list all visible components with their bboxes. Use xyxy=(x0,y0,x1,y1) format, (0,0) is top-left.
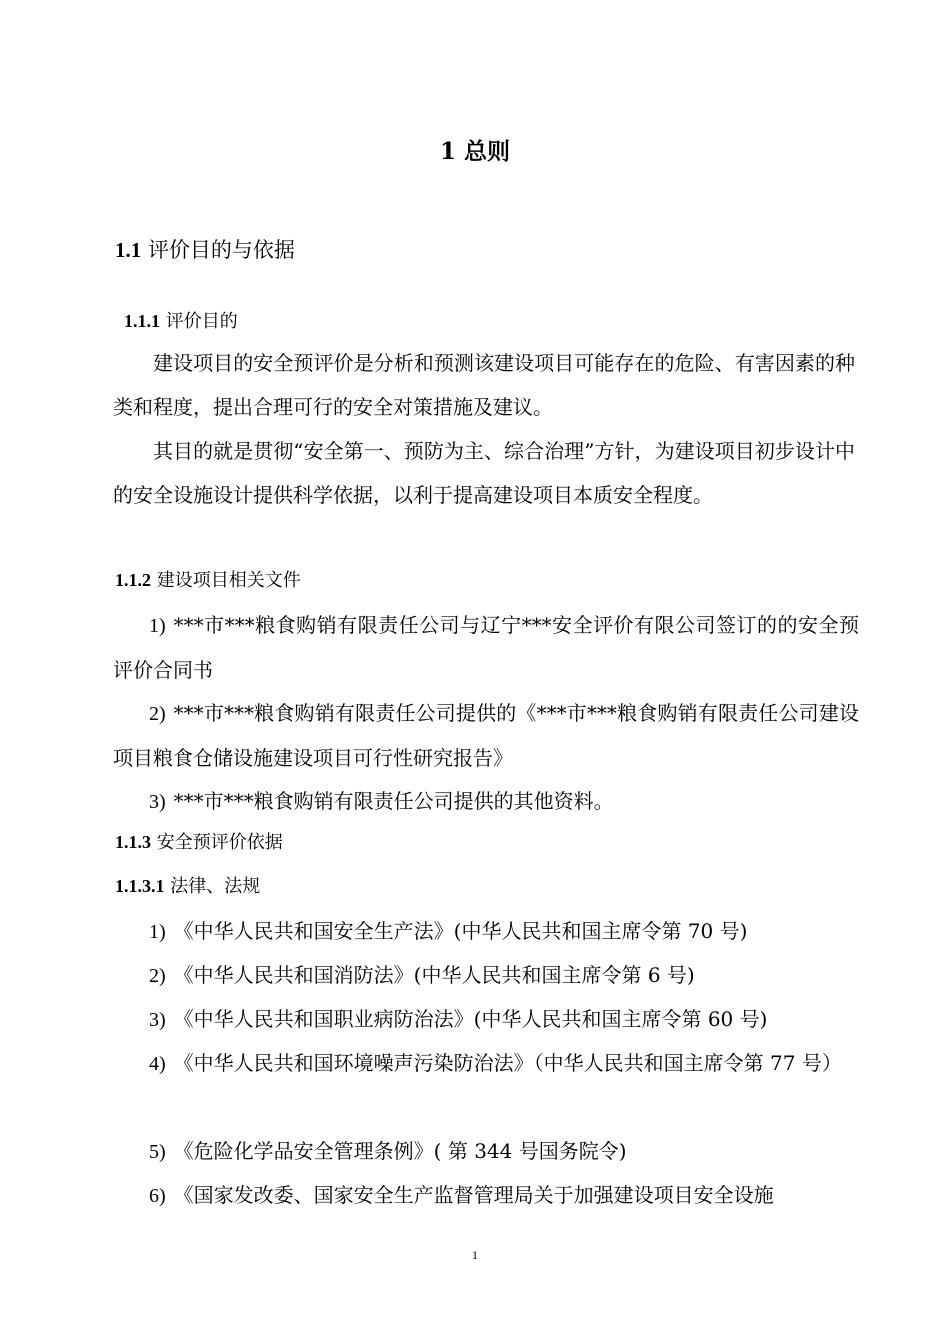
item-text: 《中华人民共和国安全生产法》(中华人民共和国主席令第 70 号) xyxy=(173,919,748,943)
chapter-title: 1 总则 xyxy=(439,138,510,165)
list-item xyxy=(113,691,859,780)
section-heading-1-1-1 xyxy=(124,306,238,337)
item-number: 4) xyxy=(149,1053,166,1075)
item-text: 《中华人民共和国职业病防治法》(中华人民共和国主席令第 60 号) xyxy=(173,1007,768,1031)
item-number: 2) xyxy=(149,703,166,725)
item-number: 3) xyxy=(149,791,166,813)
item-number: 5) xyxy=(149,1141,166,1163)
section-title: 安全预评价依据 xyxy=(156,832,283,853)
item-text: ***市***粮食购销有限责任公司与辽宁***安全评价有限公司签订的的安全预评价合同书 xyxy=(113,613,859,682)
list-item xyxy=(113,1129,859,1174)
item-text: ***市***粮食购销有限责任公司提供的《***市***粮食购销有限责任公司建设项目粮食仓储设施建设项目可行性研究报告》 xyxy=(113,701,859,770)
section-number: 1.1.2 xyxy=(115,570,151,590)
list-item xyxy=(113,603,859,692)
list-item xyxy=(113,997,859,1042)
item-text: 《中华人民共和国环境噪声污染防治法》（中华人民共和国主席令第 77 号） xyxy=(173,1051,842,1075)
item-text: 《中华人民共和国消防法》(中华人民共和国主席令第 6 号) xyxy=(173,963,695,987)
list-item xyxy=(113,1173,859,1218)
item-number: 2) xyxy=(149,965,166,987)
item-number: 1) xyxy=(149,921,166,943)
list-item xyxy=(113,909,859,954)
section-heading-1-1-2 xyxy=(115,565,301,596)
section-number: 1.1.3 xyxy=(115,832,151,852)
item-number: 1) xyxy=(149,615,166,637)
page-number: 1 xyxy=(472,1248,478,1262)
section-title: 法律、法规 xyxy=(170,876,261,897)
section-title: 评价目的 xyxy=(165,311,238,332)
list-item xyxy=(113,779,859,824)
section-heading-1-1-3-1 xyxy=(115,871,260,902)
paragraph: 其目的就是贯彻“安全第一、预防为主、综合治理”方针，为建设项目初步设计中的安全设施设计提供科学依据，以利于提高建设项目本质安全程度。 xyxy=(113,439,855,507)
paragraph: 建设项目的安全预评价是分析和预测该建设项目可能存在的危险、有害因素的种类和程度，提出合理可行的安全对策措施及建议。 xyxy=(113,351,855,419)
list-item xyxy=(113,953,859,998)
item-text: ***市***粮食购销有限责任公司提供的其他资料。 xyxy=(173,789,614,813)
section-heading-1-1-3 xyxy=(115,827,283,858)
list-item xyxy=(113,1041,859,1086)
section-number: 1.1.1 xyxy=(124,311,160,331)
section-number: 1.1.3.1 xyxy=(115,876,165,896)
item-text: 《国家发改委、国家安全生产监督管理局关于加强建设项目安全设施 xyxy=(173,1183,774,1207)
section-title: 评价目的与依据 xyxy=(147,238,295,262)
item-number: 6) xyxy=(149,1185,166,1207)
section-heading-1-1 xyxy=(115,234,295,266)
item-text: 《危险化学品安全管理条例》( 第 344 号国务院令) xyxy=(173,1139,627,1163)
section-title: 建设项目相关文件 xyxy=(156,570,301,591)
item-number: 3) xyxy=(149,1009,166,1031)
section-number: 1.1 xyxy=(115,238,142,262)
